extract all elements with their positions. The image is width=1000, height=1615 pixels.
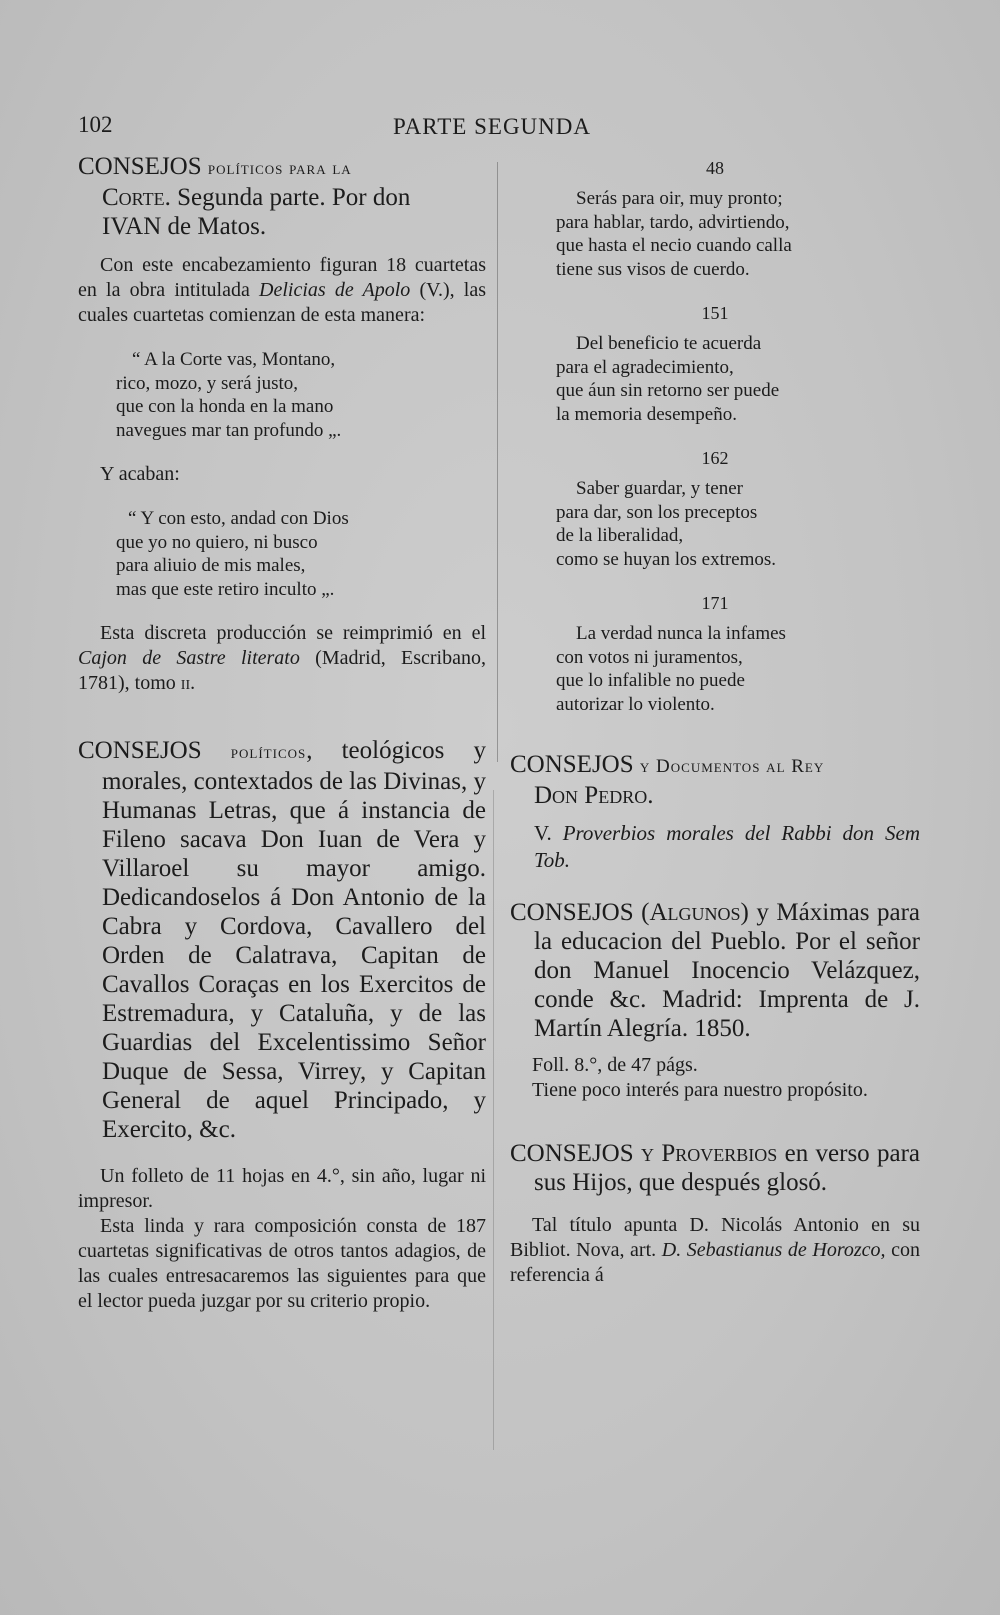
quatrain-number: 162 bbox=[701, 448, 729, 468]
entry-reference: V. Proverbios morales del Rabbi don Sem Tob. bbox=[534, 821, 921, 872]
entry-heading: CONSEJOS políticos para la Corte. Segunda parte. Por don IVAN de Matos. bbox=[78, 153, 411, 240]
quatrain: Serás para oir, muy pronto; para hablar, tardo, advirtiendo, que hasta el necio cuando calla tiene sus visos de cuerdo. bbox=[556, 188, 792, 280]
quatrain: Saber guardar, y tener para dar, son los preceptos de la liberalidad, como se huyan los extremos. bbox=[556, 478, 777, 570]
verse-quote: “ Y con esto, andad con Dios que yo no quiero, ni busco para aliuio de mis males, mas que este retiro inculto „. bbox=[116, 508, 349, 600]
entry-heading: CONSEJOS (Algunos) y Máximas para la educacion del Pueblo. Por el señor don Manuel Inocencio Velázquez, conde &c. Madrid: Imprenta de J. Martín Alegría. 1850. bbox=[510, 899, 920, 1042]
entry-heading: CONSEJOS y Documentos al Rey Don Pedro. bbox=[510, 751, 825, 809]
entry-paragraph: Con este encabezamiento figuran 18 cuartetas en la obra intitulada Delicias de Apolo (V.), las cuales cuartetas comienzan de esta manera: bbox=[78, 254, 486, 326]
page-number: 102 bbox=[78, 112, 113, 137]
entry-heading: CONSEJOS políticos, teológicos y morales, contextados de las Divinas, y Humanas Letras, que á instancia de Fileno sacava Don Iuan de Vera y Villaroel su mayor amigo. Dedicandoselos á Don Antonio de la Cabra y Cordova, Cavallero del Orden de Calatrava, Capitan de Cavallos Coraças en los Exercitos de Estremadura, y Cataluña, y de las Guardias del Excelentissimo Señor Duque de Sessa, Virrey, y Capitan General de aquel Principado, y Exercito, &c. bbox=[78, 737, 486, 1143]
entry-paragraph: Esta discreta producción se reimprimió en el Cajon de Sastre literato (Madrid, Escribano, 1781), tomo ii. bbox=[78, 622, 486, 694]
entry-paragraph: Un folleto de 11 hojas en 4.°, sin año, lugar ni impresor. bbox=[78, 1165, 486, 1212]
quatrain: La verdad nunca la infames con votos ni juramentos, que lo infalible no puede autorizar lo violento. bbox=[556, 623, 786, 715]
quatrain: Del beneficio te acuerda para el agradecimiento, que áun sin retorno ser puede la memoria desempeño. bbox=[556, 333, 780, 425]
entry-heading: CONSEJOS y Proverbios en verso para sus Hijos, que después glosó. bbox=[510, 1140, 921, 1196]
left-column bbox=[78, 152, 486, 1314]
entry-paragraph: Tal título apunta D. Nicolás Antonio en su Bibliot. Nova, art. D. Sebastianus de Horozco, con referencia á bbox=[510, 1214, 921, 1286]
running-title: PARTE SEGUNDA bbox=[393, 114, 591, 139]
right-column bbox=[510, 158, 920, 1288]
entry-paragraph: Tiene poco interés para nuestro propósito. bbox=[532, 1079, 868, 1101]
entry-paragraph: Foll. 8.°, de 47 págs. bbox=[532, 1054, 698, 1076]
quatrain-number: 48 bbox=[706, 158, 724, 178]
column-divider bbox=[493, 790, 494, 1450]
column-divider bbox=[497, 162, 498, 762]
entry-paragraph: Esta linda y rara composición consta de 187 cuartetas significativas de otros tantos adagios, de las cuales entresacaremos las siguientes para que el lector pueda juzgar por su criterio propio. bbox=[78, 1215, 486, 1312]
quatrain-number: 151 bbox=[701, 303, 729, 323]
verse-quote: “ A la Corte vas, Montano, rico, mozo, y será justo, que con la honda en la mano navegues mar tan profundo „. bbox=[116, 349, 342, 441]
entry-paragraph: Y acaban: bbox=[100, 463, 180, 485]
quatrain-number: 171 bbox=[701, 593, 729, 613]
